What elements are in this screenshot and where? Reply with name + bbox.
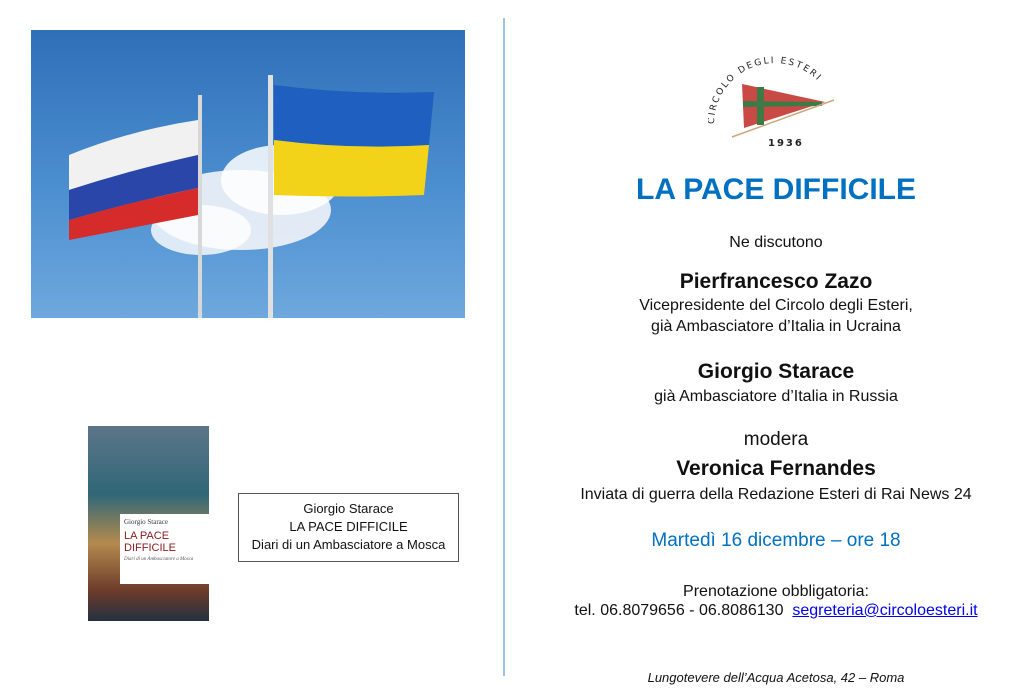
intro-text: Ne discutono (729, 234, 823, 251)
moderator-name: Veronica Fernandes (676, 457, 876, 480)
circolo-esteri-logo (708, 40, 842, 148)
book-cover-title-line: LA PACE (124, 530, 170, 542)
booking-contacts (520, 601, 1020, 621)
book-cover (88, 426, 209, 621)
speaker-role: Vicepresidente del Circolo degli Esteri, (639, 297, 913, 314)
flags-photo (31, 30, 465, 318)
speaker-role: già Ambasciatore d’Italia in Ucraina (651, 318, 901, 335)
speaker-role: già Ambasciatore d’Italia in Russia (654, 388, 898, 405)
moderator-label: modera (743, 429, 809, 450)
book-caption-subtitle: Diari di un Ambasciatore a Mosca (251, 537, 446, 552)
speaker-name: Pierfrancesco Zazo (679, 270, 873, 293)
booking-label: Prenotazione obbligatoria: (683, 583, 869, 600)
book-cover-subtitle: Diari di un Ambasciatore a Mosca (124, 557, 194, 562)
event-date: Martedì 16 dicembre – ore 18 (651, 530, 901, 551)
book-cover-title-line: DIFFICILE (124, 542, 176, 554)
speaker-name: Giorgio Starace (697, 360, 855, 383)
event-title: LA PACE DIFFICILE (636, 173, 916, 206)
book-cover-author: Giorgio Starace (124, 518, 168, 526)
venue-address: Lungotevere dell’Acqua Acetosa, 42 – Roma (647, 670, 905, 685)
logo-year: 1936 (768, 138, 804, 148)
vertical-divider (503, 18, 505, 676)
moderator-role: Inviata di guerra della Redazione Esteri di Rai News 24 (580, 486, 972, 503)
book-caption-box (238, 493, 459, 562)
logo-text: IRCOLO DEGLI ESTERI (708, 55, 824, 117)
book-caption-author: Giorgio Starace (303, 501, 394, 516)
russia-ukraine-flags-illustration (31, 30, 465, 318)
book-cover-title (124, 530, 205, 554)
booking-email-link[interactable]: segreteria@circoloesteri.it (792, 602, 978, 619)
booking-phones: tel. 06.8079656 - 06.8086130 (574, 602, 784, 619)
book-caption-title: LA PACE DIFFICILE (289, 519, 408, 534)
